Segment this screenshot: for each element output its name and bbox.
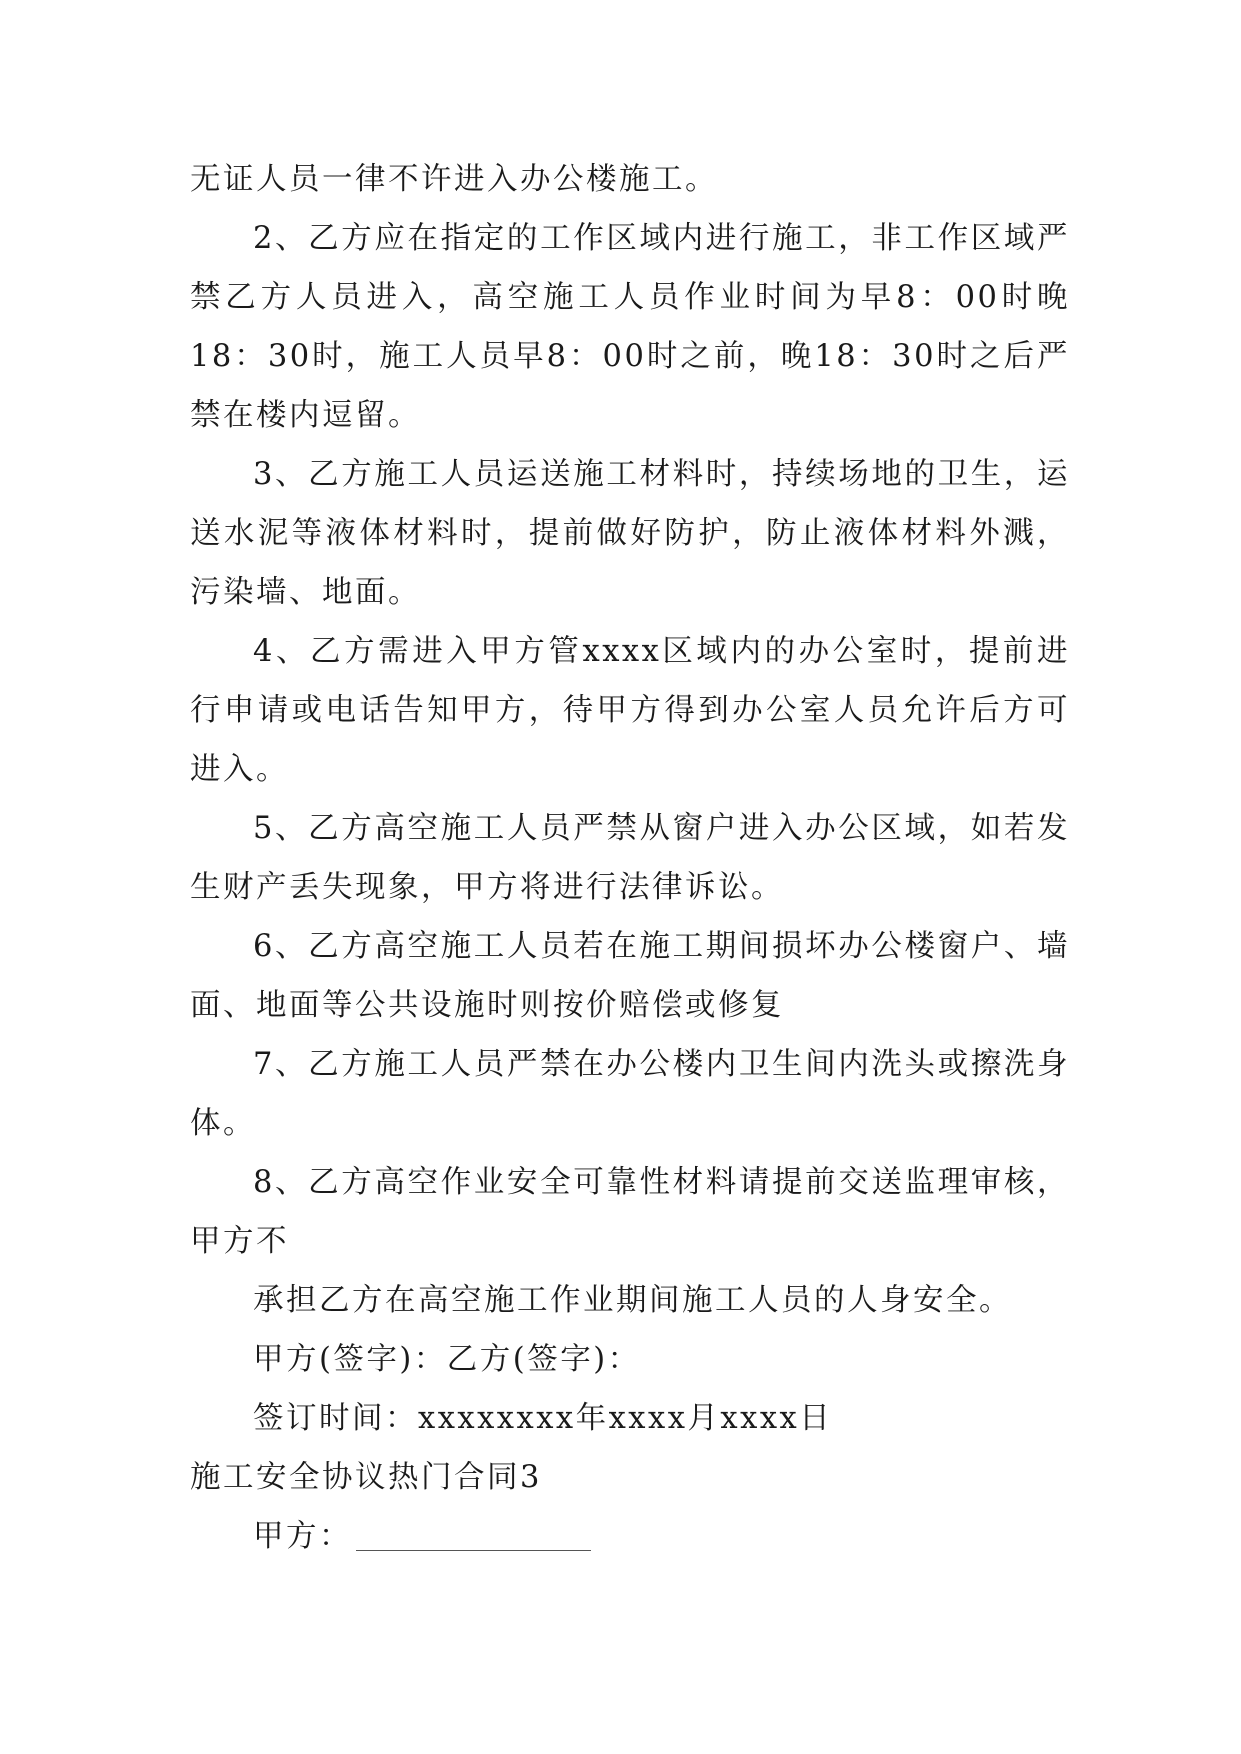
clause-3-paragraph: 3、乙方施工人员运送施工材料时，持续场地的卫生，运送水泥等液体材料时，提前做好防护，防止液体材料外溅，污染墙、地面。 <box>190 457 1070 610</box>
clause-2-paragraph: 2、乙方应在指定的工作区域内进行施工，非工作区域严禁乙方人员进入，高空施工人员作业时间为早8：00时晚18：30时，施工人员早8：00时之前，晚18：30时之后严禁在楼内逗留。 <box>190 221 1070 433</box>
clause-7-paragraph: 7、乙方施工人员严禁在办公楼内卫生间内洗头或擦洗身体。 <box>190 1047 1070 1141</box>
clause-6-paragraph: 6、乙方高空施工人员若在施工期间损坏办公楼窗户、墙面、地面等公共设施时则按价赔偿或修复 <box>190 929 1070 1023</box>
party-a-blank-field <box>356 1526 591 1551</box>
party-a-label: 甲方： <box>253 1519 352 1554</box>
section-heading: 施工安全协议热门合同3 <box>190 1460 542 1495</box>
clause-5-paragraph: 5、乙方高空施工人员严禁从窗户进入办公区域，如若发生财产丢失现象，甲方将进行法律诉讼。 <box>190 811 1070 905</box>
party-a-line <box>190 1507 1070 1566</box>
clause-4-paragraph: 4、乙方需进入甲方管xxxx区域内的办公室时，提前进行申请或电话告知甲方，待甲方得到办公室人员允许后方可进入。 <box>190 634 1070 787</box>
signature-line: 甲方(签字)：乙方(签字)： <box>253 1342 641 1377</box>
paragraph-0: 无证人员一律不许进入办公楼施工。 <box>190 162 718 197</box>
signing-date-line: 签订时间：xxxxxxxx年xxxx月xxxx日 <box>253 1401 833 1436</box>
document-page <box>190 150 1070 1566</box>
clause-8-continuation: 承担乙方在高空施工作业期间施工人员的人身安全。 <box>253 1283 1012 1318</box>
clause-8-paragraph: 8、乙方高空作业安全可靠性材料请提前交送监理审核，甲方不 <box>190 1165 1070 1259</box>
